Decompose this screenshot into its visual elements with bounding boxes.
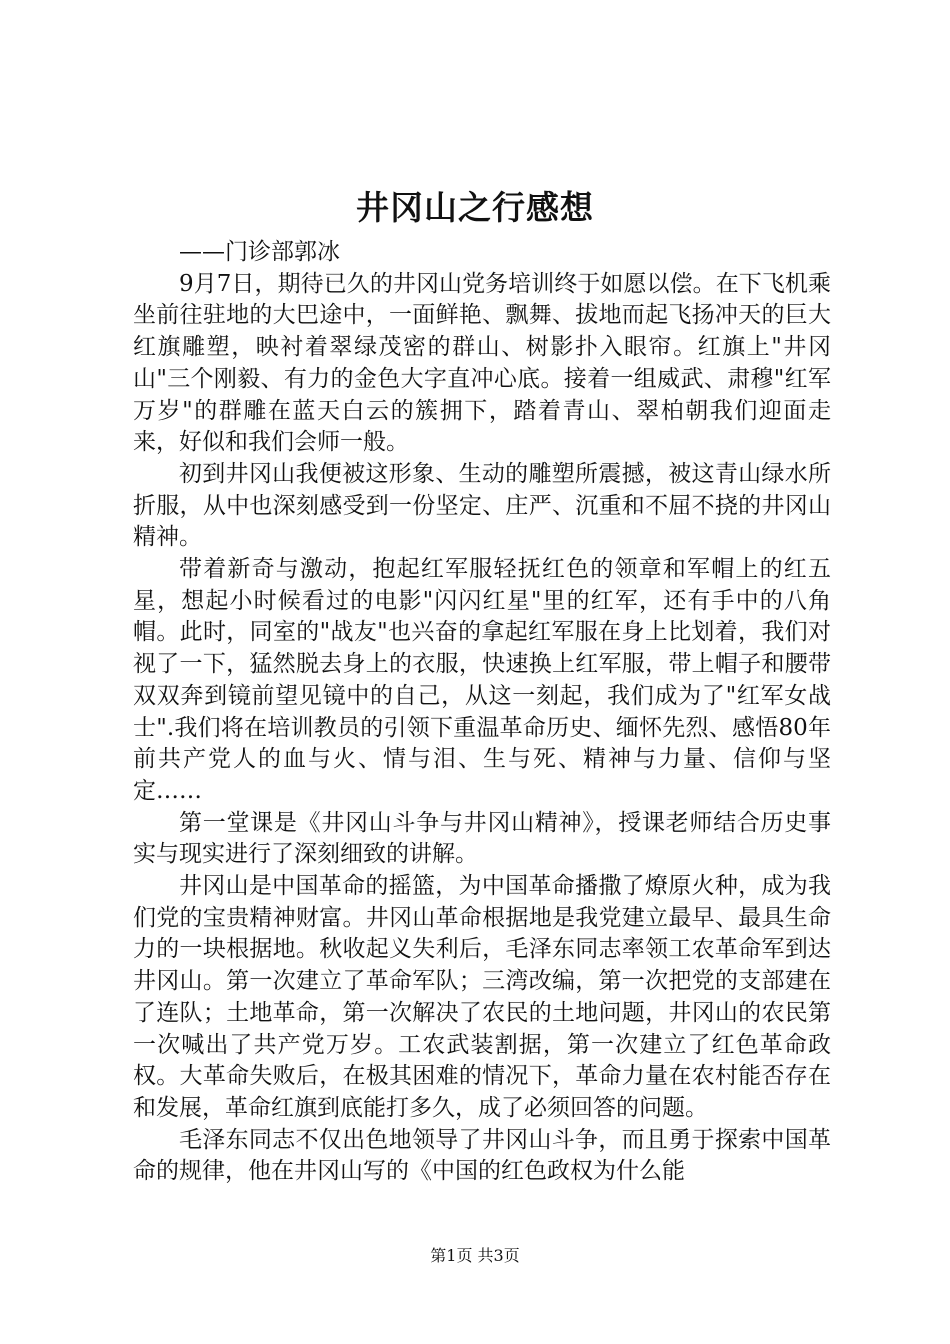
paragraph-1: 9月7日，期待已久的井冈山党务培训终于如愿以偿。在下飞机乘坐前往驻地的大巴途中，一面鲜艳、飘舞、拔地而起飞扬冲天的巨大红旗雕塑，映衬着翠绿茂密的群山、树影扑入眼帘。红旗上"井冈山"三个刚毅、有力的金色大字直冲心底。接着一组威武、肃穆"红军万岁"的群雕在蓝天白云的簇拥下，踏着青山、翠柏朝我们迎面走来，好似和我们会师一般。 (133, 270, 831, 456)
document-title: 井冈山之行感想 (356, 188, 594, 227)
document-body (133, 237, 831, 1188)
author-byline: ——门诊部郭冰 (179, 239, 340, 265)
paragraph-4: 第一堂课是《井冈山斗争与井冈山精神》，授课老师结合历史事实与现实进行了深刻细致的讲解。 (133, 809, 831, 868)
paragraph-2: 初到井冈山我便被这形象、生动的雕塑所震撼，被这青山绿水所折服，从中也深刻感受到一份坚定、庄严、沉重和不屈不挠的井冈山精神。 (133, 460, 831, 551)
paragraph-6: 毛泽东同志不仅出色地领导了井冈山斗争，而且勇于探索中国革命的规律，他在井冈山写的《中国的红色政权为什么能 (133, 1126, 831, 1185)
paragraph-5: 井冈山是中国革命的摇篮，为中国革命播撒了燎原火种，成为我们党的宝贵精神财富。井冈山革命根据地是我党建立最早、最具生命力的一块根据地。秋收起义失利后，毛泽东同志率领工农革命军到达井冈山。第一次建立了革命军队；三湾改编，第一次把党的支部建在了连队；土地革命，第一次解决了农民的土地问题，井冈山的农民第一次喊出了共产党万岁。工农武装割据，第一次建立了红色革命政权。大革命失败后，在极其困难的情况下，革命力量在农村能否存在和发展，革命红旗到底能打多久，成了必须回答的问题。 (133, 873, 831, 1121)
paragraph-3: 带着新奇与激动，抱起红军服轻抚红色的领章和军帽上的红五星，想起小时候看过的电影"闪闪红星"里的红军，还有手中的八角帽。此时，同室的"战友"也兴奋的拿起红军服在身上比划着，我们对视了一下，猛然脱去身上的衣服，快速换上红军服，带上帽子和腰带双双奔到镜前望见镜中的自己，从这一刻起，我们成为了"红军女战士".我们将在培训教员的引领下重温革命历史、缅怀先烈、感悟80年前共产党人的血与火、情与泪、生与死、精神与力量、信仰与坚定…… (133, 556, 831, 804)
page-number-footer: 第1页 共3页 (430, 1246, 520, 1265)
